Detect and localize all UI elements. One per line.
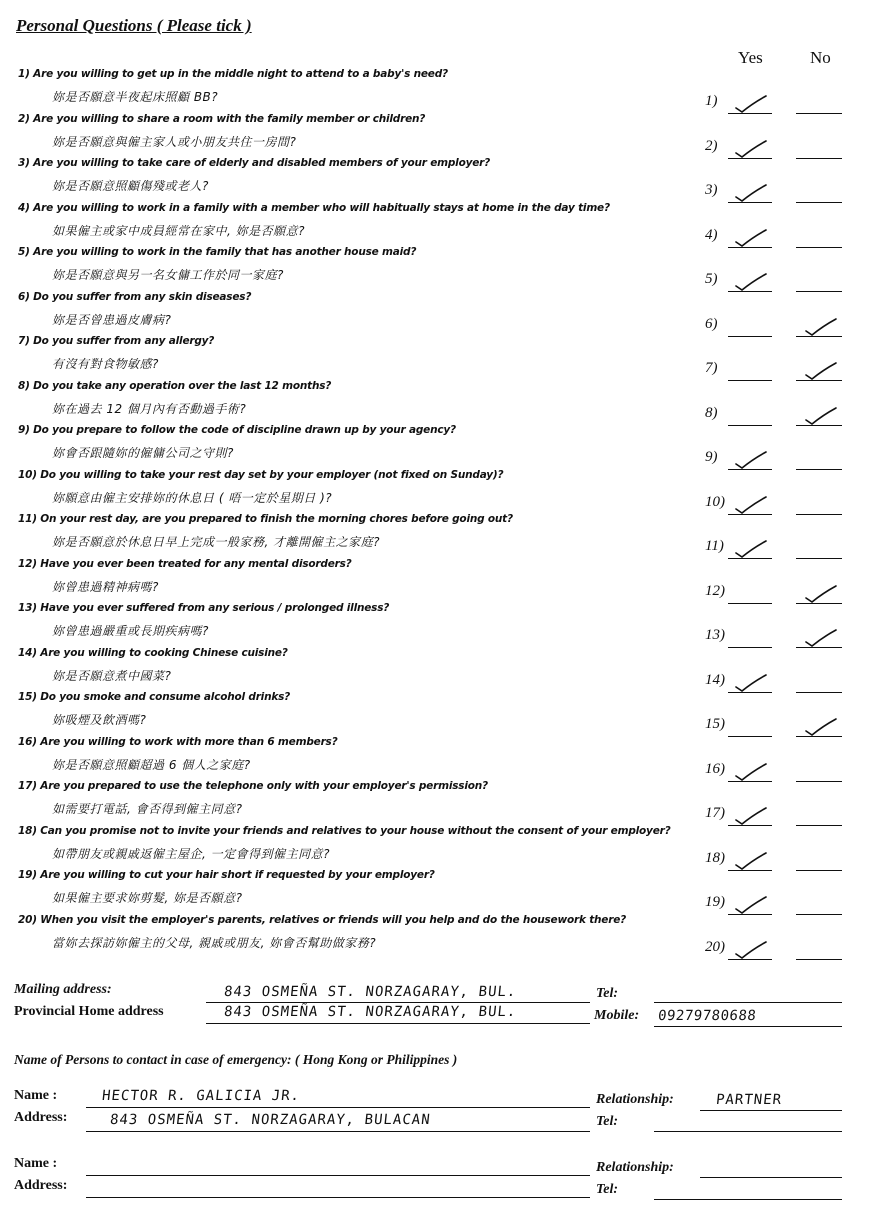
tel-label: Tel: bbox=[596, 986, 619, 1001]
mobile-value[interactable]: 09279780688 bbox=[657, 1008, 758, 1024]
yes-tick-mark-icon bbox=[733, 182, 769, 204]
no-tick-mark-icon bbox=[803, 716, 839, 738]
answer-number: 14) bbox=[705, 671, 725, 688]
yes-answer-line[interactable] bbox=[728, 647, 772, 648]
question-text-zh: 妳願意由僱主安排妳的休息日 ( 唔一定於星期日 )? bbox=[52, 490, 333, 505]
question-text-zh: 妳是否願意照顧超過 6 個人之家庭? bbox=[52, 757, 251, 772]
no-answer-line[interactable] bbox=[796, 113, 842, 114]
yes-tick-mark-icon bbox=[733, 449, 769, 471]
yes-answer-line[interactable] bbox=[728, 380, 772, 381]
yes-tick-mark-icon bbox=[733, 93, 769, 115]
question-text-en: 14) Are you willing to cooking Chinese cuisine? bbox=[18, 646, 288, 659]
contact2-tel-label: Tel: bbox=[596, 1182, 619, 1197]
yes-tick-mark-icon bbox=[733, 761, 769, 783]
contact1-address-value[interactable]: 843 OSMEÑA ST. NORZAGARAY, BULACAN bbox=[109, 1112, 432, 1128]
question-text-zh: 如果僱主要求妳剪髮, 妳是否願意? bbox=[52, 891, 243, 905]
answer-number: 13) bbox=[705, 627, 725, 643]
question-text-en: 15) Do you smoke and consume alcohol drinks? bbox=[18, 691, 291, 703]
yes-tick-mark-icon bbox=[733, 894, 769, 916]
question-text-en: 9) Do you prepare to follow the code of discipline drawn up by your agency? bbox=[18, 424, 456, 436]
no-column-header: No bbox=[810, 48, 831, 67]
no-answer-line[interactable] bbox=[796, 870, 842, 871]
contact1-relationship-value[interactable]: PARTNER bbox=[715, 1092, 783, 1108]
question-text-en: 6) Do you suffer from any skin diseases? bbox=[18, 290, 252, 303]
contact1-address-label: Address: bbox=[14, 1110, 68, 1125]
provincial-address-line bbox=[206, 1023, 590, 1024]
yes-column-header: Yes bbox=[738, 48, 763, 67]
question-text-en: 3) Are you willing to take care of elderly and disabled members of your employer? bbox=[18, 157, 491, 169]
no-tick-mark-icon bbox=[803, 405, 839, 427]
answer-number: 1) bbox=[705, 93, 718, 109]
question-text-en: 10) Do you willing to take your rest day set by your employer (not fixed on Sunday)? bbox=[18, 468, 504, 481]
answer-number: 15) bbox=[705, 716, 725, 732]
no-answer-line[interactable] bbox=[796, 959, 842, 960]
yes-tick-mark-icon bbox=[733, 494, 769, 516]
question-text-zh: 妳是否願意煮中國菜? bbox=[52, 668, 172, 683]
question-text-zh: 妳在過去 12 個月內有否動過手術? bbox=[52, 401, 247, 416]
question-text-en: 1) Are you willing to get up in the middle night to attend to a baby's need? bbox=[18, 68, 448, 80]
answer-number: 10) bbox=[705, 493, 725, 510]
answer-number: 12) bbox=[705, 582, 725, 599]
no-answer-line[interactable] bbox=[796, 469, 842, 470]
contact2-tel-line bbox=[654, 1199, 842, 1200]
question-text-en: 12) Have you ever been treated for any mental disorders? bbox=[18, 557, 352, 570]
question-text-zh: 妳是否願意半夜起床照顧 BB? bbox=[52, 90, 219, 104]
yes-tick-mark-icon bbox=[733, 538, 769, 560]
no-answer-line[interactable] bbox=[796, 692, 842, 693]
no-answer-line[interactable] bbox=[796, 158, 842, 159]
question-text-zh: 妳是否願意於休息日早上完成一般家務, 才離開僱主之家庭? bbox=[52, 535, 381, 549]
provincial-address-value[interactable]: 843 OSMEÑA ST. NORZAGARAY, BUL. bbox=[223, 1004, 518, 1020]
question-text-en: 18) Can you promise not to invite your friends and relatives to your house without the consent of your employer? bbox=[18, 824, 671, 837]
emergency-heading: Name of Persons to contact in case of emergency: ( Hong Kong or Philippines ) bbox=[14, 1052, 458, 1067]
no-answer-line[interactable] bbox=[796, 291, 842, 292]
question-text-zh: 如果僱主或家中成員經常在家中, 妳是否願意? bbox=[52, 223, 305, 238]
contact2-relationship-label: Relationship: bbox=[596, 1160, 674, 1175]
answer-number: 20) bbox=[705, 938, 725, 955]
yes-tick-mark-icon bbox=[733, 805, 769, 827]
question-text-zh: 妳是否願意照顧傷殘或老人? bbox=[52, 179, 209, 193]
question-text-zh: 有沒有對食物敏感? bbox=[52, 357, 159, 371]
contact1-name-label: Name : bbox=[14, 1088, 58, 1103]
question-text-zh: 妳是否曾患過皮膚病? bbox=[52, 312, 172, 327]
no-answer-line[interactable] bbox=[796, 781, 842, 782]
yes-tick-mark-icon bbox=[733, 271, 769, 293]
mobile-line bbox=[654, 1026, 842, 1027]
no-tick-mark-icon bbox=[803, 627, 839, 649]
mobile-label: Mobile: bbox=[594, 1008, 640, 1023]
question-text-en: 19) Are you willing to cut your hair short if requested by your employer? bbox=[18, 869, 435, 881]
no-answer-line[interactable] bbox=[796, 247, 842, 248]
yes-answer-line[interactable] bbox=[728, 425, 772, 426]
question-text-en: 8) Do you take any operation over the last 12 months? bbox=[18, 379, 332, 392]
contact2-name-label: Name : bbox=[14, 1156, 58, 1171]
answer-number: 11) bbox=[705, 538, 724, 554]
tel-line bbox=[654, 1002, 842, 1003]
contact2-relationship-line bbox=[700, 1177, 842, 1178]
question-text-en: 11) On your rest day, are you prepared to finish the morning chores before going out? bbox=[18, 513, 513, 525]
answer-number: 5) bbox=[705, 271, 718, 287]
question-text-en: 2) Are you willing to share a room with the family member or children? bbox=[18, 112, 426, 125]
contact1-name-line bbox=[86, 1107, 590, 1108]
question-text-zh: 妳曾患過嚴重或長期疾病嗎? bbox=[52, 624, 209, 638]
mailing-address-line bbox=[206, 1002, 590, 1003]
no-answer-line[interactable] bbox=[796, 558, 842, 559]
question-text-zh: 妳會否跟隨妳的僱傭公司之守則? bbox=[52, 446, 234, 460]
answer-number: 18) bbox=[705, 849, 725, 866]
contact2-name-line bbox=[86, 1175, 590, 1176]
yes-answer-line[interactable] bbox=[728, 336, 772, 337]
question-text-en: 17) Are you prepared to use the telephone only with your employer's permission? bbox=[18, 780, 488, 792]
provincial-address-label: Provincial Home address bbox=[14, 1004, 164, 1019]
question-text-zh: 如需要打電話, 會否得到僱主同意? bbox=[52, 802, 243, 816]
question-text-zh: 妳是否願意與另一名女傭工作於同一家庭? bbox=[52, 268, 284, 282]
contact2-address-line bbox=[86, 1197, 590, 1198]
answer-number: 19) bbox=[705, 894, 725, 910]
mailing-address-value[interactable]: 843 OSMEÑA ST. NORZAGARAY, BUL. bbox=[223, 984, 518, 1000]
contact2-address-label: Address: bbox=[14, 1178, 68, 1193]
no-answer-line[interactable] bbox=[796, 514, 842, 515]
question-text-zh: 當妳去探訪妳僱主的父母, 親戚或朋友, 妳會否幫助做家務? bbox=[52, 935, 377, 950]
yes-answer-line[interactable] bbox=[728, 736, 772, 737]
yes-answer-line[interactable] bbox=[728, 603, 772, 604]
no-tick-mark-icon bbox=[803, 316, 839, 338]
answer-number: 4) bbox=[705, 226, 718, 243]
question-text-zh: 妳曾患過精神病嗎? bbox=[52, 579, 159, 594]
no-answer-line[interactable] bbox=[796, 202, 842, 203]
question-text-zh: 如帶朋友或親戚返僱主屋企, 一定會得到僱主同意? bbox=[52, 846, 330, 861]
contact1-name-value[interactable]: HECTOR R. GALICIA JR. bbox=[101, 1088, 301, 1104]
form-title: Personal Questions ( Please tick ) bbox=[16, 16, 252, 35]
contact1-tel-line bbox=[654, 1131, 842, 1132]
answer-number: 8) bbox=[705, 404, 718, 421]
contact1-tel-label: Tel: bbox=[596, 1114, 619, 1129]
question-text-en: 4) Are you willing to work in a family with a member who will habitually stays at home in the day time? bbox=[18, 201, 610, 214]
no-answer-line[interactable] bbox=[796, 825, 842, 826]
contact1-relationship-line bbox=[700, 1110, 842, 1111]
answer-number: 6) bbox=[705, 315, 718, 332]
answer-number: 3) bbox=[705, 182, 718, 198]
question-text-en: 16) Are you willing to work with more than 6 members? bbox=[18, 735, 338, 748]
no-tick-mark-icon bbox=[803, 583, 839, 605]
contact1-relationship-label: Relationship: bbox=[596, 1092, 674, 1107]
question-text-en: 13) Have you ever suffered from any serious / prolonged illness? bbox=[18, 602, 390, 614]
yes-tick-mark-icon bbox=[733, 227, 769, 249]
yes-tick-mark-icon bbox=[733, 850, 769, 872]
mailing-address-label: Mailing address: bbox=[14, 982, 112, 997]
answer-number: 2) bbox=[705, 137, 718, 154]
answer-number: 9) bbox=[705, 449, 718, 465]
question-text-zh: 妳是否願意與僱主家人或小朋友共住一房間? bbox=[52, 134, 297, 149]
question-text-en: 5) Are you willing to work in the family that has another house maid? bbox=[18, 246, 417, 258]
no-tick-mark-icon bbox=[803, 360, 839, 382]
yes-tick-mark-icon bbox=[733, 138, 769, 160]
yes-tick-mark-icon bbox=[733, 939, 769, 961]
answer-number: 17) bbox=[705, 805, 725, 821]
yes-tick-mark-icon bbox=[733, 672, 769, 694]
question-text-en: 20) When you visit the employer's parents, relatives or friends will you help and do the housework there? bbox=[18, 913, 627, 926]
contact1-address-line bbox=[86, 1131, 590, 1132]
question-text-zh: 妳吸煙及飲酒嗎? bbox=[52, 713, 147, 727]
question-text-en: 7) Do you suffer from any allergy? bbox=[18, 335, 215, 347]
no-answer-line[interactable] bbox=[796, 914, 842, 915]
answer-number: 16) bbox=[705, 760, 725, 777]
answer-number: 7) bbox=[705, 360, 718, 376]
